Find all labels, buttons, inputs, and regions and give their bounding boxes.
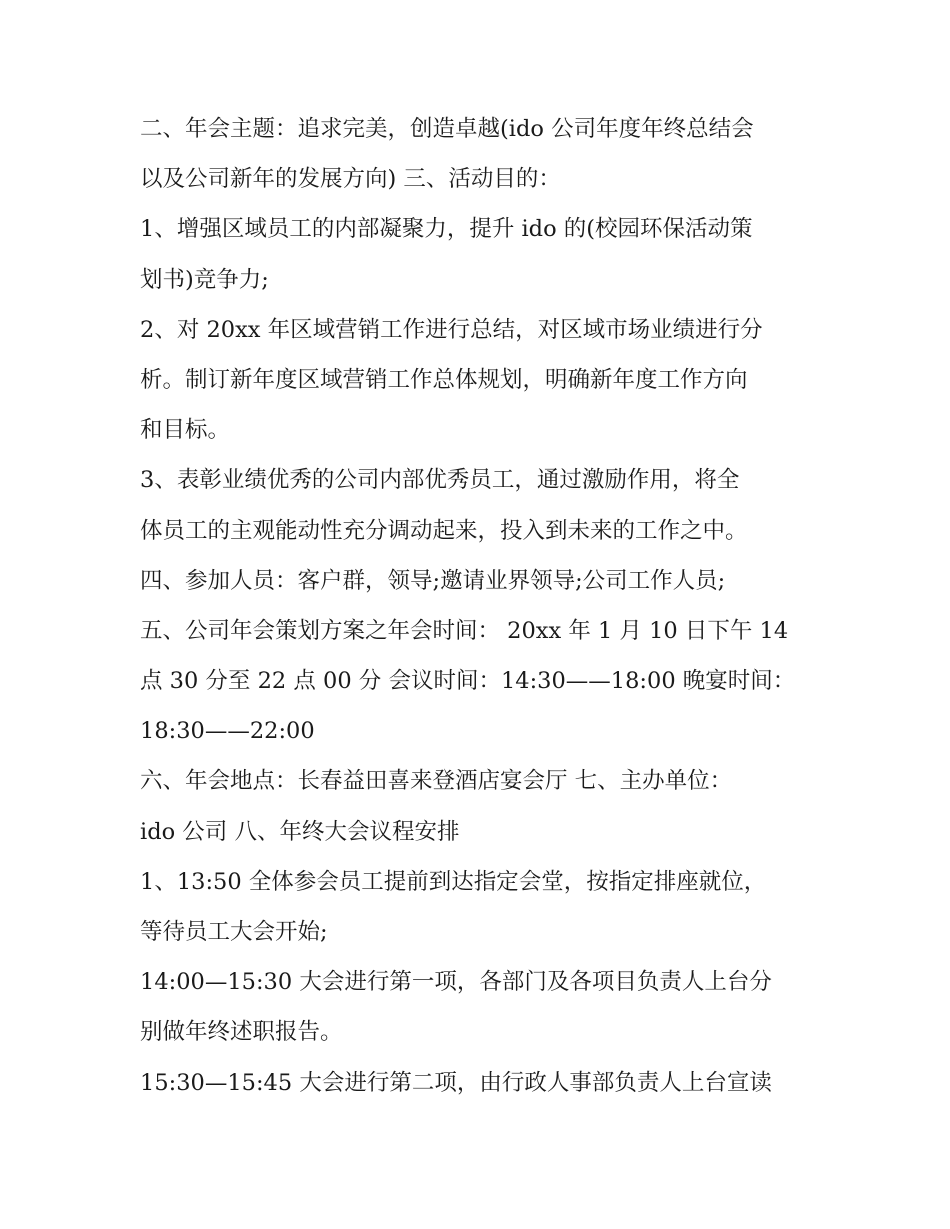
text-line: 1、增强区域员工的内部凝聚力，提升 ido 的(校园环保活动策 <box>140 216 753 243</box>
text-line: 别做年终述职报告。 <box>140 1019 343 1046</box>
text-line: 14:00—15:30 大会进行第一项，各部门及各项目负责人上台分 <box>140 969 772 996</box>
text-line: 体员工的主观能动性充分调动起来，投入到未来的工作之中。 <box>140 517 748 544</box>
text-line: 以及公司新年的发展方向) 三、活动目的： <box>140 166 561 193</box>
text-line: 3、表彰业绩优秀的公司内部优秀员工，通过激励作用，将全 <box>140 467 740 494</box>
text-line: 六、年会地点：长春益田喜来登酒店宴会厅 七、主办单位： <box>140 768 733 795</box>
text-line: 划书)竞争力; <box>140 266 269 293</box>
text-line: 等待员工大会开始; <box>140 919 328 945</box>
text-line: 15:30—15:45 大会进行第二项，由行政人事部负责人上台宣读 <box>140 1069 772 1096</box>
document-body <box>140 104 820 1108</box>
text-line: 二、年会主题：追求完美，创造卓越(ido 公司年度年终总结会 <box>140 116 754 142</box>
text-line: 18:30——22:00 <box>140 718 315 745</box>
text-line: 析。制订新年度区域营销工作总体规划，明确新年度工作方向 <box>140 366 748 393</box>
text-line: 五、公司年会策划方案之年会时间： 20xx 年 1 月 10 日下午 14 <box>140 617 789 644</box>
text-line: 和目标。 <box>140 417 231 444</box>
text-line: 2、对 20xx 年区域营销工作进行总结，对区域市场业绩进行分 <box>140 316 763 343</box>
text-line: 1、13:50 全体参会员工提前到达指定会堂，按指定排座就位， <box>140 868 767 895</box>
text-line: 四、参加人员：客户群，领导;邀请业界领导;公司工作人员; <box>140 567 726 594</box>
text-line: ido 公司 八、年终大会议程安排 <box>140 818 460 845</box>
text-line: 点 30 分至 22 点 00 分 会议时间：14:30——18:00 晚宴时间： <box>140 668 796 695</box>
